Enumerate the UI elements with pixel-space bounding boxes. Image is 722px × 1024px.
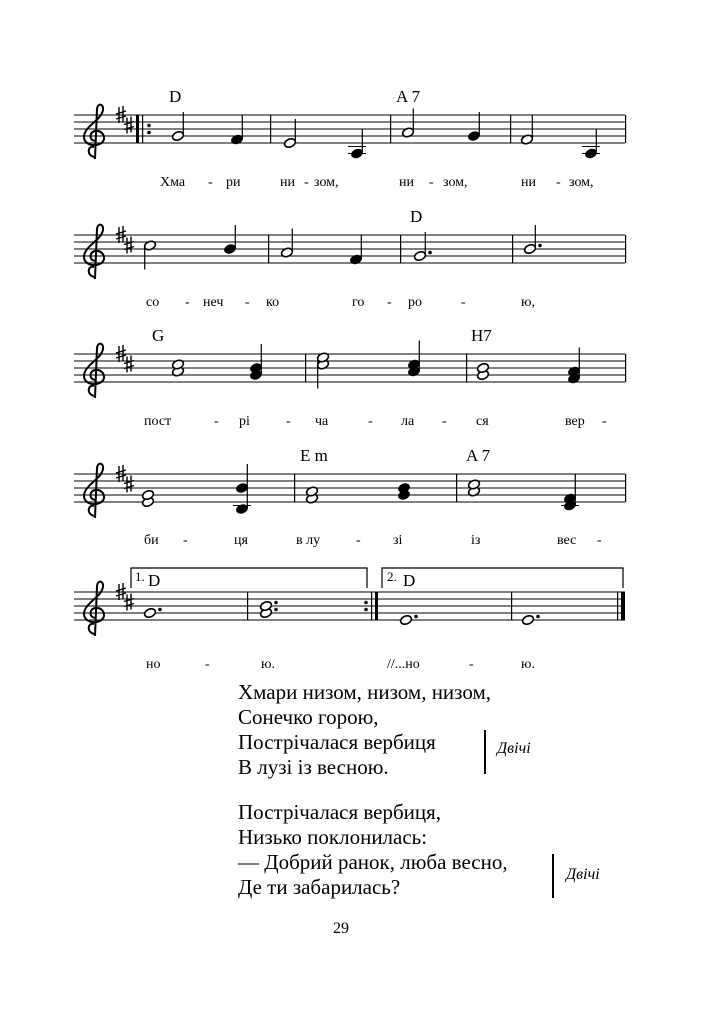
lyric-syllable: -	[368, 414, 373, 429]
barline	[294, 474, 295, 502]
lyric-syllable: ро	[408, 295, 422, 310]
notehead	[171, 130, 184, 141]
chord-symbol: D	[410, 207, 423, 226]
repeat-label: Двічі	[497, 740, 531, 757]
repeat-dot	[147, 124, 151, 128]
chord-symbol: G	[152, 326, 165, 345]
lyric-syllable: в лу	[296, 533, 321, 548]
treble-clef-icon	[84, 344, 104, 398]
lyric-syllable: пост	[144, 414, 172, 429]
lyric-syllable: -	[461, 295, 466, 310]
lyric-syllable: ни	[521, 175, 536, 190]
lyric-syllable: ла	[401, 414, 415, 429]
notehead	[521, 614, 534, 625]
notehead	[584, 148, 597, 159]
chord-symbol: A 7	[466, 446, 491, 465]
sharp-icon	[124, 237, 134, 254]
repeat-bracket	[552, 854, 554, 898]
verse-line: Пострічалася вербиця	[238, 730, 436, 754]
chord-symbol: D	[169, 87, 182, 106]
repeat-bracket	[484, 730, 486, 774]
lyric-syllable: зом,	[314, 175, 339, 190]
barline	[512, 235, 513, 263]
dot	[274, 601, 278, 605]
lyric-syllable: -	[205, 657, 210, 672]
lyric-syllable: -	[183, 533, 188, 548]
dot	[536, 615, 540, 619]
verse-line: Низько поклонилась:	[238, 825, 428, 849]
dot	[414, 615, 418, 619]
barline	[510, 115, 511, 143]
lyric-syllable: зом,	[443, 175, 468, 190]
sharp-icon	[124, 594, 134, 611]
barline	[390, 115, 391, 143]
verse-line: В лузі із весною.	[238, 755, 389, 779]
treble-clef-icon	[84, 464, 104, 518]
lyric-syllable: го	[352, 295, 365, 310]
lyric-syllable: ни	[399, 175, 414, 190]
chord-symbols	[135, 87, 492, 590]
repeat-dot	[364, 601, 368, 605]
lyric-syllable: -	[304, 175, 309, 190]
barline	[400, 235, 401, 263]
sharp-icon	[124, 117, 134, 134]
lyric-syllable: со	[146, 295, 160, 310]
barline	[625, 354, 626, 382]
lyric-syllable: би	[144, 533, 159, 548]
lyric-syllable: неч	[203, 295, 224, 310]
lyric-syllable: ю.	[521, 657, 535, 672]
repeat-dot	[364, 608, 368, 612]
notehead	[467, 130, 480, 141]
lyric-syllable: зом,	[569, 175, 594, 190]
lyric-syllable: -	[185, 295, 190, 310]
lyric-syllable: -	[597, 533, 602, 548]
verse-line: Де ти забарилась?	[238, 875, 401, 899]
notehead	[235, 482, 248, 493]
sharp-icon	[124, 476, 134, 493]
repeat-end-barline	[375, 592, 378, 620]
barline	[142, 115, 143, 143]
lyric-syllable: Хма	[160, 175, 186, 190]
volta-number: 2.	[387, 569, 397, 584]
barline	[456, 474, 457, 502]
lyric-syllable: ю.	[261, 657, 275, 672]
treble-clef-icon	[84, 225, 104, 279]
lyric-syllable: ни	[280, 175, 295, 190]
treble-clef-icon	[84, 105, 104, 159]
verse-1	[238, 680, 491, 780]
volta-bracket	[131, 568, 367, 588]
verse-line: — Добрий ранок, люба весно,	[238, 850, 508, 874]
barline	[625, 235, 626, 263]
barline	[511, 592, 512, 620]
lyric-syllable: рі	[239, 414, 250, 429]
lyric-syllable: ри	[226, 175, 241, 190]
lyric-syllable: вер	[565, 414, 585, 429]
verse-line: Сонечко горою,	[238, 705, 379, 729]
dot	[428, 251, 432, 255]
notehead	[523, 243, 536, 254]
chord-symbol: D	[403, 571, 416, 590]
barline	[270, 115, 271, 143]
lyric-syllable: ча	[315, 414, 329, 429]
repeat-start-barline	[136, 115, 139, 143]
lyric-syllable: -	[469, 657, 474, 672]
lyric-syllable: вес	[557, 533, 577, 548]
final-barline	[621, 592, 625, 620]
lyric-syllable: із	[471, 533, 481, 548]
lyric-syllable: зі	[393, 533, 403, 548]
lyric-syllable: -	[245, 295, 250, 310]
barline	[466, 354, 467, 382]
lyric-syllable: -	[214, 414, 219, 429]
chord-symbol: H7	[471, 326, 492, 345]
repeat-label: Двічі	[566, 866, 600, 883]
page-number: 29	[333, 920, 349, 937]
barline	[268, 235, 269, 263]
notehead	[399, 614, 412, 625]
barline	[305, 354, 306, 382]
repeat-dot	[147, 131, 151, 135]
lyric-syllable: ко	[266, 295, 280, 310]
barline	[247, 592, 248, 620]
lyric-syllable: -	[602, 414, 607, 429]
lyric-syllable: ю,	[521, 295, 535, 310]
lyric-syllable: //...но	[387, 657, 420, 672]
lyric-syllable: -	[208, 175, 213, 190]
lyric-syllable: ся	[476, 414, 489, 429]
staves	[74, 105, 625, 636]
barline	[617, 592, 618, 620]
notehead	[143, 607, 156, 618]
barline	[625, 474, 626, 502]
volta-number: 1.	[135, 569, 145, 584]
dot	[274, 608, 278, 612]
chord-symbol: E m	[300, 446, 328, 465]
dot	[158, 608, 162, 612]
notehead	[283, 137, 296, 148]
dot	[538, 244, 542, 248]
verse-line: Пострічалася вербиця,	[238, 800, 442, 824]
chord-symbol: D	[148, 571, 161, 590]
sharp-icon	[124, 356, 134, 373]
treble-clef-icon	[84, 582, 104, 636]
barline	[625, 115, 626, 143]
lyric-syllable: -	[429, 175, 434, 190]
notehead	[350, 148, 363, 159]
lyric-syllable: -	[356, 533, 361, 548]
verse-2	[238, 800, 508, 900]
lyric-syllable: но	[146, 657, 161, 672]
notehead	[223, 243, 236, 254]
notehead	[413, 250, 426, 261]
lyric-syllable: ця	[234, 533, 248, 548]
volta-bracket	[382, 568, 623, 588]
barline	[371, 592, 372, 620]
lyric-syllable: -	[286, 414, 291, 429]
lyric-syllable: -	[556, 175, 561, 190]
lyric-syllable: -	[387, 295, 392, 310]
chord-symbol: A 7	[396, 87, 421, 106]
verse-line: Хмари низом, низом, низом,	[238, 680, 491, 704]
lyric-syllable: -	[442, 414, 447, 429]
